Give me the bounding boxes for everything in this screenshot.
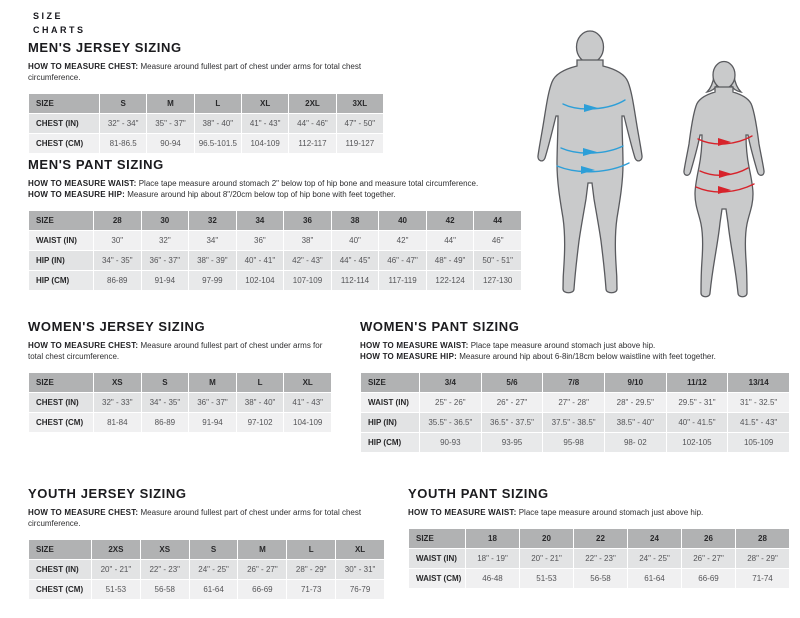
value-cell: 44" - 46"	[289, 114, 335, 133]
header-cell: XL	[242, 94, 288, 113]
value-cell: 22" - 23"	[574, 549, 627, 568]
header-cell: S	[142, 373, 189, 392]
header-cell: 5/6	[482, 373, 543, 392]
size-table-youth-jersey	[28, 539, 385, 600]
table-header-row	[409, 529, 789, 548]
header-cell: S	[190, 540, 238, 559]
value-cell: 41.5" - 43"	[728, 413, 789, 432]
value-cell: 40" - 41.5"	[667, 413, 728, 432]
row-label: CHEST (CM)	[29, 413, 93, 432]
header-cell: 3XL	[337, 94, 383, 113]
size-table	[408, 528, 790, 589]
row-label: WAIST (IN)	[29, 231, 93, 250]
value-cell: 90-94	[147, 134, 193, 153]
value-cell: 127-130	[474, 271, 521, 290]
header-cell: 2XL	[289, 94, 335, 113]
value-cell: 105-109	[728, 433, 789, 452]
size-table-youth-pant	[408, 528, 790, 589]
value-cell: 20" - 21"	[520, 549, 573, 568]
value-cell: 102-104	[237, 271, 284, 290]
value-cell: 31" - 32.5"	[728, 393, 789, 412]
instruction-text: Measure around fullest part of chest under arms for total chest circumference.	[28, 62, 362, 82]
header-cell: L	[195, 94, 241, 113]
value-cell: 102-105	[667, 433, 728, 452]
value-cell: 56-58	[141, 580, 189, 599]
male-head	[577, 31, 604, 63]
value-cell: 30" - 31"	[336, 560, 384, 579]
value-cell: 112-117	[289, 134, 335, 153]
row-label: HIP (IN)	[29, 251, 93, 270]
header-cell: 7/8	[543, 373, 604, 392]
logo-line-1: SIZE	[33, 11, 64, 21]
table-row	[29, 393, 331, 412]
value-cell: 38" - 40"	[195, 114, 241, 133]
instruction-text: Measure around fullest part of chest under arms for total chest circumference.	[28, 341, 323, 361]
section-youth-pant	[408, 486, 790, 589]
value-cell: 48" - 49"	[427, 251, 474, 270]
measure-instruction	[408, 507, 790, 518]
value-cell: 112-114	[332, 271, 379, 290]
instruction-label: HOW TO MEASURE HIP:	[360, 352, 457, 361]
measure-instruction	[360, 340, 790, 351]
value-cell: 34"	[189, 231, 236, 250]
table-row	[409, 549, 789, 568]
section-title: MEN'S PANT SIZING	[28, 157, 164, 172]
section-title: YOUTH JERSEY SIZING	[28, 486, 187, 501]
size-table	[360, 372, 790, 453]
table-row	[29, 251, 521, 270]
value-cell: 35.5" - 36.5"	[420, 413, 481, 432]
header-cell: 44	[474, 211, 521, 230]
header-cell: 26	[682, 529, 735, 548]
table-header-row	[29, 540, 384, 559]
value-cell: 46" - 47"	[379, 251, 426, 270]
instruction-text: Place tape measure around stomach just above hip.	[468, 341, 656, 350]
section-title: YOUTH PANT SIZING	[408, 486, 549, 501]
value-cell: 51-53	[92, 580, 140, 599]
header-cell: 30	[142, 211, 189, 230]
header-cell: S	[100, 94, 146, 113]
value-cell: 30"	[94, 231, 141, 250]
header-cell: XL	[284, 373, 331, 392]
header-cell: 13/14	[728, 373, 789, 392]
value-cell: 38" - 39"	[189, 251, 236, 270]
value-cell: 46"	[474, 231, 521, 250]
size-table-mens-jersey	[28, 93, 384, 154]
value-cell: 71-73	[287, 580, 335, 599]
row-label: WAIST (IN)	[409, 549, 465, 568]
value-cell: 117-119	[379, 271, 426, 290]
header-cell: 20	[520, 529, 573, 548]
row-label: CHEST (IN)	[29, 393, 93, 412]
value-cell: 36" - 37"	[142, 251, 189, 270]
male-body	[538, 60, 642, 293]
header-cell: XL	[336, 540, 384, 559]
value-cell: 38"	[284, 231, 331, 250]
size-table-womens-pant	[360, 372, 790, 453]
header-cell: XS	[94, 373, 141, 392]
row-label: CHEST (IN)	[29, 560, 91, 579]
value-cell: 41" - 43"	[284, 393, 331, 412]
value-cell: 107-109	[284, 271, 331, 290]
instruction-text: Measure around hip about 6-8in/18cm below waistline with feet together.	[457, 352, 716, 361]
value-cell: 34" - 35"	[94, 251, 141, 270]
value-cell: 86-89	[94, 271, 141, 290]
value-cell: 25" - 26"	[420, 393, 481, 412]
value-cell: 42" - 43"	[284, 251, 331, 270]
header-cell: M	[238, 540, 286, 559]
table-row	[29, 413, 331, 432]
measure-instruction	[28, 340, 332, 362]
value-cell: 35" - 37"	[147, 114, 193, 133]
value-cell: 38" - 40"	[237, 393, 284, 412]
value-cell: 86-89	[142, 413, 189, 432]
section-mens-pant	[28, 157, 522, 291]
header-size-cell: SIZE	[29, 94, 99, 113]
value-cell: 44" - 45"	[332, 251, 379, 270]
female-head	[713, 62, 735, 89]
table-row	[29, 231, 521, 250]
header-cell: 18	[466, 529, 519, 548]
instruction-label: HOW TO MEASURE WAIST:	[28, 179, 137, 188]
header-cell: L	[237, 373, 284, 392]
instruction-label: HOW TO MEASURE HIP:	[28, 190, 125, 199]
instruction-text: Place tape measure around stomach just above hip.	[516, 508, 704, 517]
size-table	[28, 539, 385, 600]
row-label: CHEST (IN)	[29, 114, 99, 133]
value-cell: 24" - 25"	[190, 560, 238, 579]
value-cell: 91-94	[189, 413, 236, 432]
value-cell: 97-102	[237, 413, 284, 432]
header-cell: M	[147, 94, 193, 113]
measure-instruction	[28, 178, 522, 189]
section-title: WOMEN'S JERSEY SIZING	[28, 319, 206, 334]
value-cell: 37.5" - 38.5"	[543, 413, 604, 432]
header-cell: 24	[628, 529, 681, 548]
header-cell: 34	[237, 211, 284, 230]
value-cell: 38.5" - 40"	[605, 413, 666, 432]
section-youth-jersey	[28, 486, 385, 600]
row-label: HIP (IN)	[361, 413, 419, 432]
section-womens-pant	[360, 319, 790, 453]
value-cell: 96.5-101.5	[195, 134, 241, 153]
value-cell: 36.5" - 37.5"	[482, 413, 543, 432]
value-cell: 29.5" - 31"	[667, 393, 728, 412]
value-cell: 26" - 27"	[238, 560, 286, 579]
value-cell: 66-69	[682, 569, 735, 588]
value-cell: 81-86.5	[100, 134, 146, 153]
value-cell: 50" - 51"	[474, 251, 521, 270]
measure-instruction	[28, 189, 522, 200]
row-label: CHEST (CM)	[29, 134, 99, 153]
value-cell: 36"	[237, 231, 284, 250]
value-cell: 28" - 29"	[736, 549, 789, 568]
instruction-label: HOW TO MEASURE CHEST:	[28, 341, 139, 350]
size-table	[28, 372, 332, 433]
header-size-cell: SIZE	[29, 373, 93, 392]
row-label: WAIST (IN)	[361, 393, 419, 412]
header-cell: 22	[574, 529, 627, 548]
value-cell: 104-109	[284, 413, 331, 432]
value-cell: 42"	[379, 231, 426, 250]
value-cell: 40" - 41"	[237, 251, 284, 270]
female-silhouette-figure	[670, 60, 778, 298]
logo-line-2: CHARTS	[33, 24, 86, 35]
header-cell: XS	[141, 540, 189, 559]
table-row	[361, 393, 789, 412]
measure-instruction	[28, 61, 384, 83]
table-row	[29, 580, 384, 599]
header-cell: 28	[94, 211, 141, 230]
instruction-label: HOW TO MEASURE WAIST:	[408, 508, 517, 517]
value-cell: 28" - 29"	[287, 560, 335, 579]
header-cell: 32	[189, 211, 236, 230]
header-size-cell: SIZE	[361, 373, 419, 392]
table-row	[29, 271, 521, 290]
table-header-row	[361, 373, 789, 392]
value-cell: 98- 02	[605, 433, 666, 452]
value-cell: 104-109	[242, 134, 288, 153]
header-cell: 9/10	[605, 373, 666, 392]
instruction-label: HOW TO MEASURE CHEST:	[28, 62, 139, 71]
header-cell: 36	[284, 211, 331, 230]
header-cell: M	[189, 373, 236, 392]
row-label: HIP (CM)	[361, 433, 419, 452]
instruction-label: HOW TO MEASURE CHEST:	[28, 508, 139, 517]
value-cell: 26" - 27"	[682, 549, 735, 568]
row-label: WAIST (CM)	[409, 569, 465, 588]
row-label: CHEST (CM)	[29, 580, 91, 599]
measurement-figures	[528, 30, 778, 298]
table-row	[409, 569, 789, 588]
value-cell: 18" - 19"	[466, 549, 519, 568]
header-cell: 3/4	[420, 373, 481, 392]
table-row	[361, 433, 789, 452]
value-cell: 95-98	[543, 433, 604, 452]
value-cell: 61-64	[190, 580, 238, 599]
instruction-text: Measure around hip about 8"/20cm below top of hip bone with feet together.	[125, 190, 396, 199]
value-cell: 122-124	[427, 271, 474, 290]
value-cell: 36" - 37"	[189, 393, 236, 412]
value-cell: 91-94	[142, 271, 189, 290]
header-cell: L	[287, 540, 335, 559]
header-size-cell: SIZE	[29, 540, 91, 559]
value-cell: 61-64	[628, 569, 681, 588]
value-cell: 71-74	[736, 569, 789, 588]
measure-instruction	[360, 351, 790, 362]
table-row	[29, 114, 383, 133]
size-charts-logo	[33, 10, 86, 37]
header-cell: 11/12	[667, 373, 728, 392]
size-table	[28, 93, 384, 154]
header-cell: 28	[736, 529, 789, 548]
value-cell: 51-53	[520, 569, 573, 588]
value-cell: 34" - 35"	[142, 393, 189, 412]
section-womens-jersey	[28, 319, 332, 433]
table-row	[361, 413, 789, 432]
header-cell: 40	[379, 211, 426, 230]
value-cell: 26" - 27"	[482, 393, 543, 412]
size-table	[28, 210, 522, 291]
size-table-womens-jersey	[28, 372, 332, 433]
header-cell: 38	[332, 211, 379, 230]
measure-instruction	[28, 507, 385, 529]
value-cell: 81-84	[94, 413, 141, 432]
male-silhouette-figure	[528, 30, 652, 298]
table-row	[29, 134, 383, 153]
section-title: WOMEN'S PANT SIZING	[360, 319, 520, 334]
table-header-row	[29, 373, 331, 392]
header-size-cell: SIZE	[29, 211, 93, 230]
header-cell: 42	[427, 211, 474, 230]
size-table-mens-pant	[28, 210, 522, 291]
header-size-cell: SIZE	[409, 529, 465, 548]
value-cell: 44"	[427, 231, 474, 250]
value-cell: 40"	[332, 231, 379, 250]
instruction-text: Measure around fullest part of chest under arms for total chest circumference.	[28, 508, 362, 528]
table-header-row	[29, 94, 383, 113]
value-cell: 47" - 50"	[337, 114, 383, 133]
value-cell: 97-99	[189, 271, 236, 290]
value-cell: 32"	[142, 231, 189, 250]
section-title: MEN'S JERSEY SIZING	[28, 40, 182, 55]
header-cell: 2XS	[92, 540, 140, 559]
value-cell: 20" - 21"	[92, 560, 140, 579]
value-cell: 22" - 23"	[141, 560, 189, 579]
value-cell: 32" - 33"	[94, 393, 141, 412]
value-cell: 27" - 28"	[543, 393, 604, 412]
value-cell: 24" - 25"	[628, 549, 681, 568]
section-mens-jersey	[28, 40, 384, 154]
row-label: HIP (CM)	[29, 271, 93, 290]
value-cell: 32" - 34"	[100, 114, 146, 133]
value-cell: 119-127	[337, 134, 383, 153]
table-header-row	[29, 211, 521, 230]
value-cell: 56-58	[574, 569, 627, 588]
value-cell: 93-95	[482, 433, 543, 452]
value-cell: 90-93	[420, 433, 481, 452]
instruction-label: HOW TO MEASURE WAIST:	[360, 341, 469, 350]
table-row	[29, 560, 384, 579]
value-cell: 76-79	[336, 580, 384, 599]
instruction-text: Place tape measure around stomach 2" below top of hip bone and measure total circumference.	[136, 179, 479, 188]
value-cell: 46-48	[466, 569, 519, 588]
value-cell: 66-69	[238, 580, 286, 599]
value-cell: 41" - 43"	[242, 114, 288, 133]
value-cell: 28" - 29.5"	[605, 393, 666, 412]
